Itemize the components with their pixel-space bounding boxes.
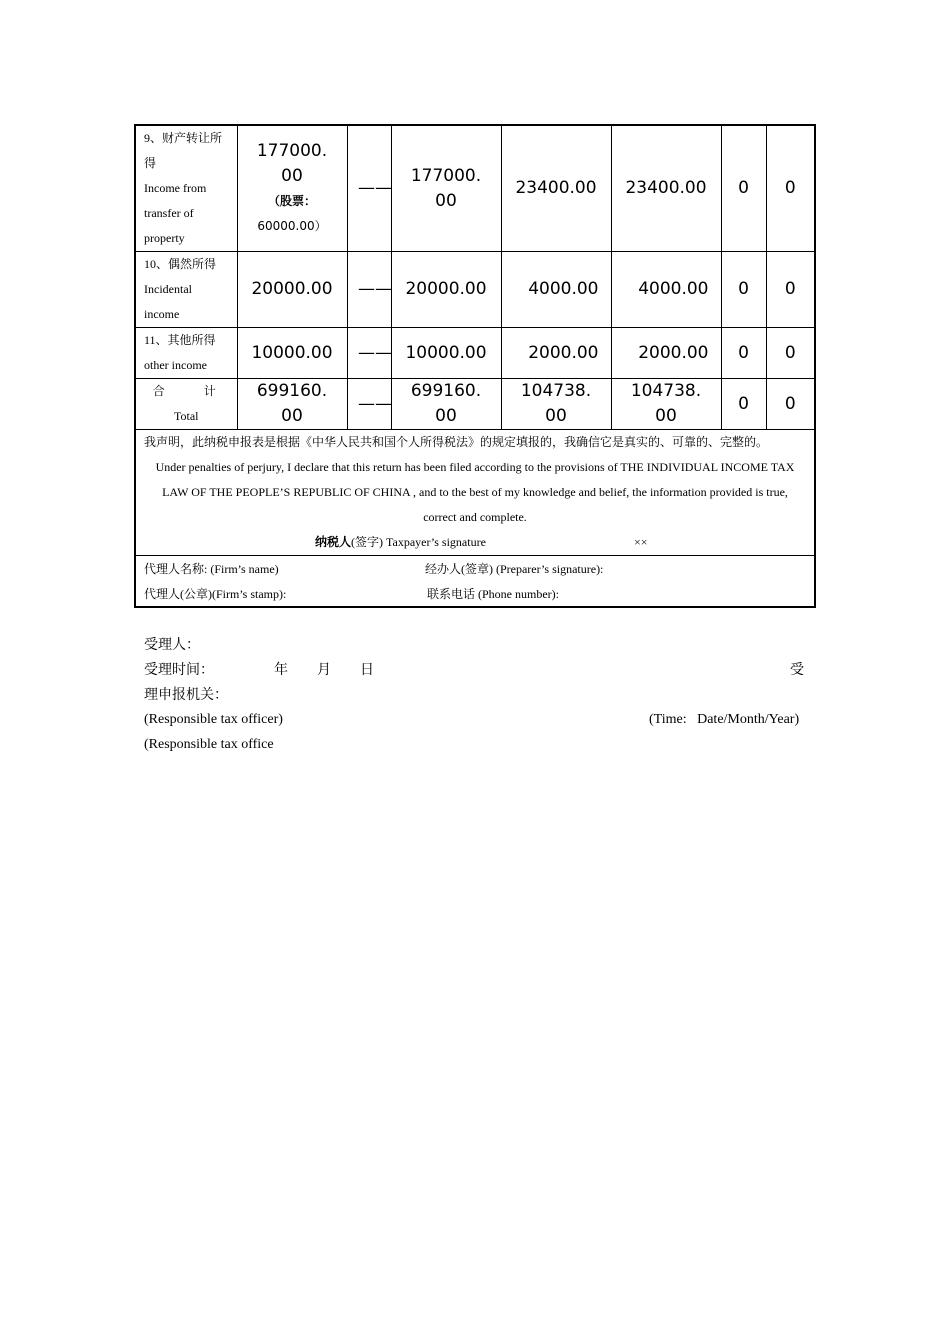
signature-label: (签字) Taxpayer’s signature xyxy=(351,535,486,549)
total-label-cn: 合 计 xyxy=(152,384,234,398)
declaration-en-2: LAW OF THE PEOPLE’S REPUBLIC OF CHINA , and to the best of my knowledge and belief, the information provided is true, xyxy=(162,485,788,499)
tax-due-cell: 0 xyxy=(721,328,766,379)
taxpayer-label: 纳税人 xyxy=(315,535,352,549)
total-label-en: Total xyxy=(174,409,199,423)
total-payable-cell: 104738.00 xyxy=(501,379,611,430)
taxpayer-signature-line xyxy=(142,530,808,555)
income-amount: 177000.00 xyxy=(256,140,328,186)
dash-cell: —— xyxy=(347,125,391,252)
row-category xyxy=(135,328,237,379)
taxable-income-cell: 177000.00 xyxy=(391,125,501,252)
agent-info xyxy=(135,556,815,608)
declaration-row xyxy=(135,430,815,556)
total-refund-cell: 0 xyxy=(766,379,815,430)
officer-en-label: (Responsible tax officer) xyxy=(144,712,283,727)
category-cn: 9、财产转让所得 xyxy=(144,131,223,170)
stock-note-label: （股票： xyxy=(267,193,316,208)
declaration-en-1: Under penalties of perjury, I declare that this return has been filed according to the provisions of THE INDIVIDUAL INCOME TAX xyxy=(155,460,795,474)
day-label: 日 xyxy=(360,663,374,678)
tax-payable-cell: 2000.00 xyxy=(501,328,611,379)
total-paid-cell: 104738.00 xyxy=(611,379,721,430)
office-en-label: (Responsible tax office xyxy=(144,737,274,752)
taxable-income-cell: 10000.00 xyxy=(391,328,501,379)
signature-mark: ×× xyxy=(634,535,648,549)
total-label xyxy=(135,379,237,430)
tax-payable-cell: 23400.00 xyxy=(501,125,611,252)
total-taxable-cell: 699160.00 xyxy=(391,379,501,430)
receiver-label: 受理人： xyxy=(144,638,200,653)
total-due-cell: 0 xyxy=(721,379,766,430)
category-en: other income xyxy=(144,358,207,372)
row-category xyxy=(135,252,237,328)
firm-name-label: 代理人名称: (Firm’s name) xyxy=(144,562,279,576)
phone-label: 联系电话 (Phone number): xyxy=(427,587,559,601)
category-en: Income from transfer of property xyxy=(144,181,207,245)
income-amount-cell: 20000.00 xyxy=(237,252,347,328)
dash-cell: —— xyxy=(347,328,391,379)
category-cn: 11、其他所得 xyxy=(144,333,216,347)
declaration-cn: 我声明，此纳税申报表是根据《中华人民共和国个人所得税法》的规定填报的，我确信它是真实的、可靠的、完整的。 xyxy=(144,435,769,449)
time-en-label: (Time: Date/Month/Year) xyxy=(649,712,800,727)
income-amount-cell xyxy=(237,125,347,252)
tax-due-cell: 0 xyxy=(721,252,766,328)
declaration-en-3: correct and complete. xyxy=(423,510,527,524)
dash-cell: —— xyxy=(347,379,391,430)
table-row xyxy=(135,125,815,252)
category-cn: 10、偶然所得 xyxy=(144,257,217,271)
agent-row xyxy=(135,556,815,608)
firm-stamp-label: 代理人(公章)(Firm’s stamp): xyxy=(144,587,287,601)
tax-refund-cell: 0 xyxy=(766,125,815,252)
tax-refund-cell: 0 xyxy=(766,252,815,328)
total-row xyxy=(135,379,815,430)
income-tax-table xyxy=(134,124,816,608)
office-label-start: 受 xyxy=(790,663,804,678)
total-income-cell: 699160.00 xyxy=(237,379,347,430)
dash-cell: —— xyxy=(347,252,391,328)
tax-paid-cell: 4000.00 xyxy=(611,252,721,328)
preparer-label: 经办人(签章) (Preparer’s signature): xyxy=(425,562,604,576)
tax-refund-cell: 0 xyxy=(766,328,815,379)
tax-paid-cell: 2000.00 xyxy=(611,328,721,379)
declaration xyxy=(135,430,815,556)
office-label: 理申报机关： xyxy=(144,688,228,703)
taxable-income-cell: 20000.00 xyxy=(391,252,501,328)
table-row xyxy=(135,252,815,328)
stock-note-value: 60000.00） xyxy=(257,218,327,233)
receipt-time-label: 受理时间： xyxy=(144,663,214,678)
tax-paid-cell: 23400.00 xyxy=(611,125,721,252)
tax-payable-cell: 4000.00 xyxy=(501,252,611,328)
table-row xyxy=(135,328,815,379)
category-en: Incidental income xyxy=(144,282,192,321)
tax-due-cell: 0 xyxy=(721,125,766,252)
year-label: 年 xyxy=(274,663,288,678)
month-label: 月 xyxy=(317,663,331,678)
row-category xyxy=(135,125,237,252)
income-amount-cell: 10000.00 xyxy=(237,328,347,379)
